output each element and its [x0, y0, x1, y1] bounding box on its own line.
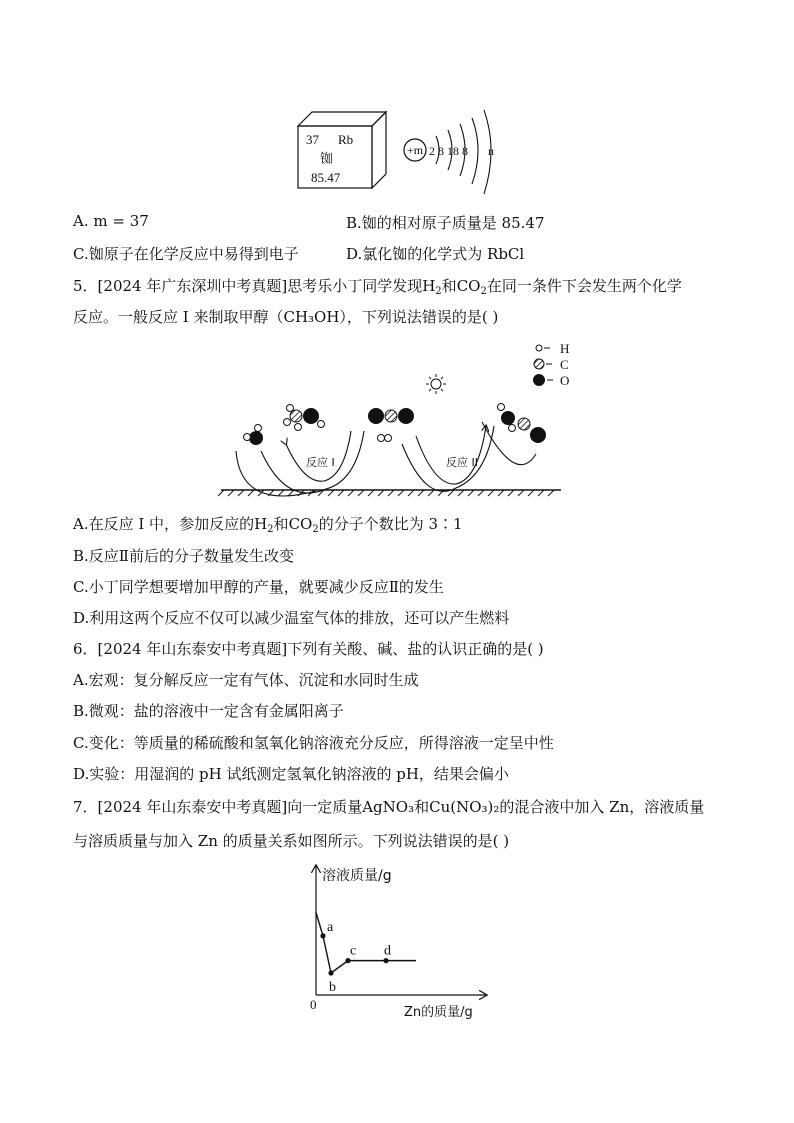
agno3-formula: AgNO₃	[362, 798, 415, 816]
q4-option-c[interactable]: C.铷原子在化学反应中易得到电子	[73, 245, 299, 263]
legend-o: O	[560, 373, 570, 388]
q4-option-d[interactable]: D.氯化铷的化学式为 RbCl	[346, 245, 525, 263]
point-label-a: a	[327, 919, 334, 935]
q7-stem-line2: 与溶质质量与加入 Zn 的质量关系如图所示。下列说法错误的是( )	[73, 832, 510, 850]
q4-option-b[interactable]: B.铷的相对原子质量是 85.47	[346, 214, 545, 232]
element-name: 铷	[320, 152, 334, 167]
reaction-diagram-svg	[216, 336, 586, 498]
atom-structure	[398, 106, 508, 202]
q7-rest: 的混合液中加入 Zn，溶液质量	[499, 798, 705, 816]
q5-stem-line2: 反应。一般反应 I 来制取甲醇（CH₃OH），下列说法错误的是( )	[73, 308, 499, 326]
cuno3-formula: Cu(NO₃)₂	[429, 798, 500, 816]
h2-formula: H	[422, 277, 436, 295]
element-box-drawing	[296, 108, 389, 190]
q5-option-a-co2-sub: 2	[312, 524, 319, 535]
atom-structure-drawing	[398, 106, 508, 202]
water-molecule	[244, 425, 264, 446]
q5-option-d[interactable]: D.利用这两个反应不仅可以减少温室气体的排放，还可以产生燃料	[73, 609, 510, 627]
ground-hatching	[218, 490, 554, 496]
legend-c: C	[560, 357, 569, 372]
q5-option-c[interactable]: C.小丁同学想要增加甲醇的产量，就要减少反应Ⅱ的发生	[73, 578, 444, 596]
y-axis-label: 溶液质量/g	[322, 868, 392, 884]
origin-label: 0	[310, 997, 317, 1012]
point-a	[320, 933, 325, 938]
co2-subscript: 2	[480, 286, 487, 297]
reaction-diagram	[216, 336, 586, 498]
q5-option-a-co2: CO	[288, 515, 313, 533]
electron-shells: 2 8 18 8	[429, 144, 468, 158]
data-points	[320, 920, 391, 995]
sun-icon	[426, 374, 446, 394]
co2-formula: CO	[456, 277, 481, 295]
water-molecule-2	[498, 404, 516, 432]
co-molecule	[518, 418, 546, 443]
q7-stem-line1	[73, 797, 704, 817]
q5-option-a-pre: A.在反应 I 中，参加反应的	[73, 515, 255, 533]
h2-subscript: 2	[435, 286, 442, 297]
element-symbol: Rb	[338, 132, 354, 147]
point-label-c: c	[350, 943, 357, 959]
q5-option-a-post: 的分子个数比为 3∶1	[318, 515, 463, 533]
atomic-mass: 85.47	[311, 170, 341, 185]
q5-stem-line1	[73, 276, 682, 302]
nucleus-charge: +m	[407, 143, 424, 157]
q6-option-c[interactable]: C.变化：等质量的稀硫酸和氢氧化钠溶液充分反应，所得溶液一定呈中性	[73, 734, 554, 752]
element-box	[296, 108, 389, 190]
q6-option-b[interactable]: B.微观：盐的溶液中一定含有金属阳离子	[73, 702, 344, 720]
atom-legend	[533, 341, 569, 388]
q5-option-a-and: 和	[273, 515, 289, 533]
co2-molecule	[368, 408, 414, 424]
q5-option-a-h2-sub: 2	[267, 524, 274, 535]
point-c	[345, 958, 350, 963]
q7-and: 和	[414, 798, 430, 816]
reaction1-label: 反应 I	[306, 456, 335, 469]
outer-electrons: n	[488, 144, 494, 158]
q6-option-d[interactable]: D.实验：用湿润的 pH 试纸测定氢氧化钠溶液的 pH，结果会偏小	[73, 765, 509, 783]
methanol-molecule	[284, 405, 325, 431]
legend-h: H	[560, 341, 570, 356]
q5-and: 和	[441, 277, 457, 295]
atomic-number: 37	[306, 132, 319, 147]
q5-option-a[interactable]	[73, 514, 463, 540]
mass-chart	[296, 860, 496, 1020]
h2-molecule	[378, 435, 392, 442]
q5-prefix: 5．[2024 年广东深圳中考真题]思考乐小丁同学发现	[73, 277, 423, 295]
q5-option-b[interactable]: B.反应Ⅱ前后的分子数量发生改变	[73, 547, 294, 565]
q5-option-a-h2: H	[254, 515, 268, 533]
point-label-d: d	[384, 943, 391, 959]
reaction2-label: 反应 II	[446, 456, 478, 469]
q6-option-a[interactable]: A.宏观：复分解反应一定有气体、沉淀和水同时生成	[73, 671, 419, 689]
point-label-b: b	[329, 980, 336, 995]
q5-rest: 在同一条件下会发生两个化学	[486, 277, 682, 295]
point-d	[383, 958, 388, 963]
q7-prefix: 7．[2024 年山东泰安中考真题]向一定质量	[73, 798, 363, 816]
point-b	[328, 970, 333, 975]
q4-option-a[interactable]: A. m = 37	[73, 212, 149, 230]
mass-chart-svg	[296, 860, 496, 1020]
q6-stem: 6．[2024 年山东泰安中考真题]下列有关酸、碱、盐的认识正确的是( )	[73, 640, 544, 658]
x-axis-label: Zn的质量/g	[404, 1005, 473, 1020]
